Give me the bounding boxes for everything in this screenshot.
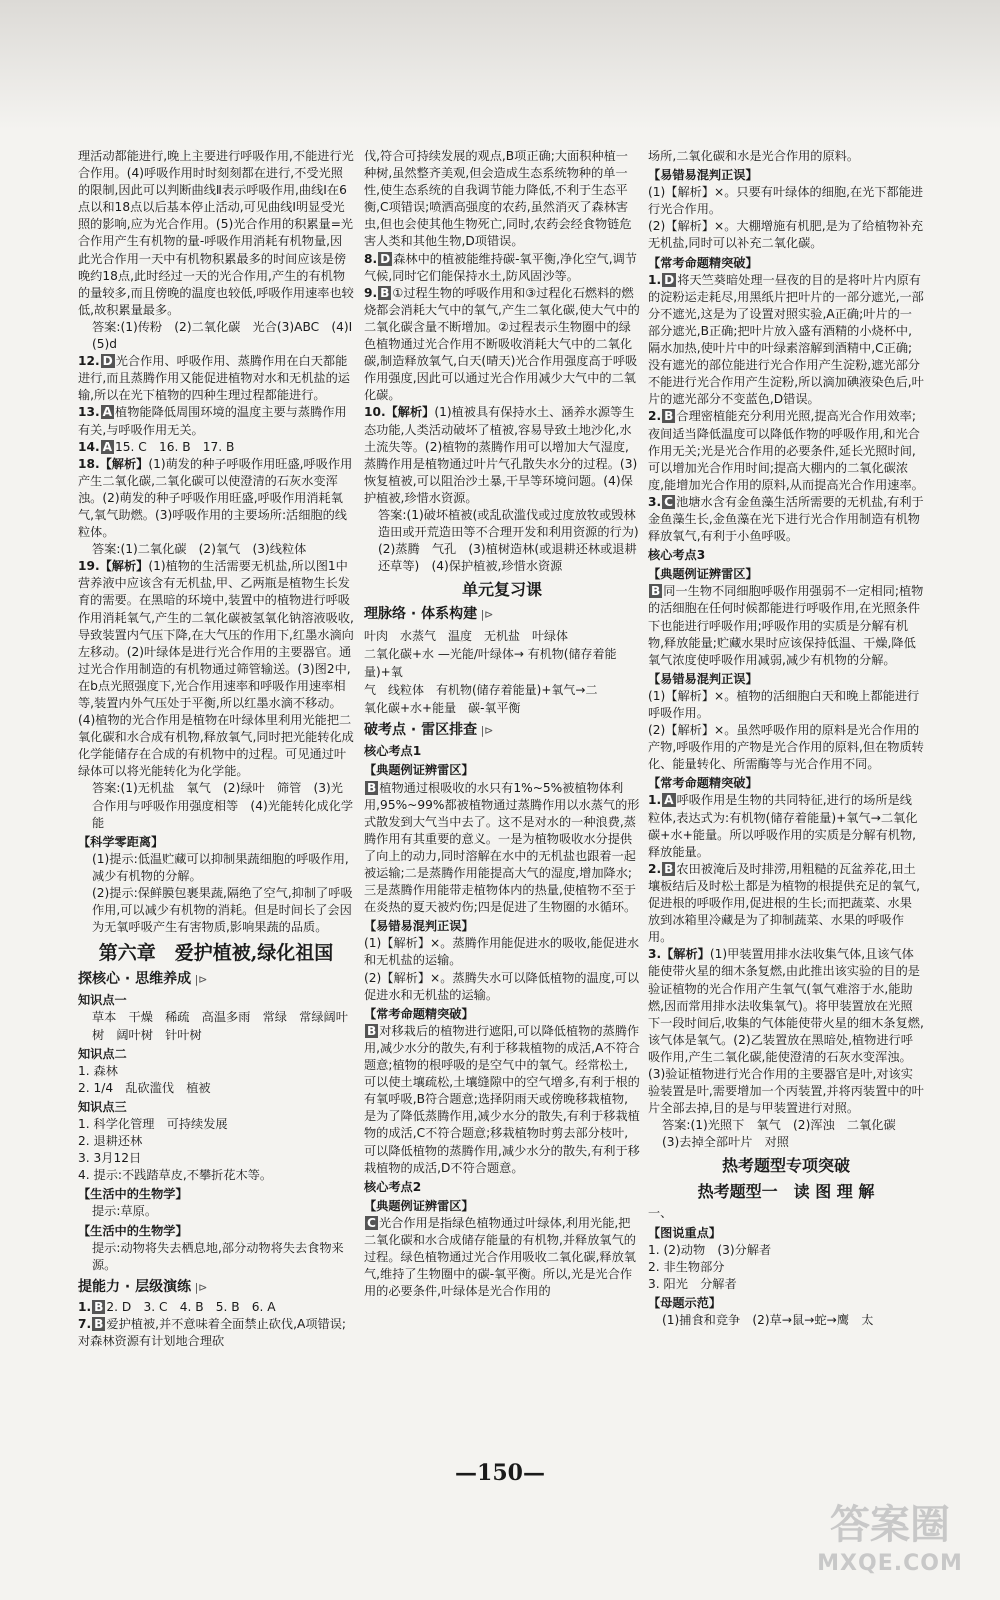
question-text: ①过程生物的呼吸作用和③过程化石燃料的燃烧都会消耗大气中的氧气,产生二氧化碳,使大气中的二氧化碳含量不断增加。②过程表示生物圈中的绿色植物通过光合作用不断吸收消耗大气中的二氧化碳,制造释放氧气,白天(晴天)光合作用强度高于呼吸作用强度,因此可以通过光合作用减少大气中的二氧化碳。 bbox=[364, 285, 640, 403]
section-arrow-icon: |⊳ bbox=[191, 973, 208, 987]
bracket-tag: 【生活中的生物学】 bbox=[78, 1223, 188, 1238]
question-item bbox=[78, 353, 354, 404]
column-middle bbox=[364, 148, 651, 1423]
question-number: 1. bbox=[648, 793, 662, 808]
question-item bbox=[648, 792, 924, 860]
question-item bbox=[364, 1215, 640, 1300]
answer-badge: B bbox=[367, 780, 377, 795]
centered-heading: 单元复习课 bbox=[461, 580, 542, 600]
centered-heading: 热考题型专项突破 bbox=[721, 1156, 850, 1176]
question-text: 将天竺葵暗处理一昼夜的目的是将叶片内原有的淀粉运走耗尽,用黑纸片把叶片的一部分遮光,一部分不遮光,这是为了设置对照实验,A正确;叶片的一部分遮光,B正确;把叶片放入盛有酒精的小烧杯中,隔水加热,使叶片中的叶绿素溶解到酒精中,C正确;没有遮光的部位能进行光合作用产生淀粉,遮光部分不能进行光合作用产生淀粉,所以滴加碘液染色后,叶片的遮光部分不变蓝色,D错误。 bbox=[648, 272, 924, 407]
diagram-line: 气 线粒体 有机物(储存着能量)+氧气→二 bbox=[364, 683, 598, 698]
answer-badge: C bbox=[367, 1215, 376, 1230]
question-item bbox=[648, 494, 924, 545]
paragraph: (1)【解析】×。只要有叶绿体的细胞,在光下都能进行光合作用。 bbox=[648, 185, 924, 217]
chapter-title: 第六章 爱护植被,绿化祖国 bbox=[98, 942, 334, 965]
bracket-tag: 【典题例证辨雷区】 bbox=[648, 567, 758, 582]
answer-badge: B bbox=[94, 1316, 104, 1331]
page-top-shadow bbox=[0, 0, 1000, 130]
answer-badge: D bbox=[102, 354, 113, 369]
paragraph: 提示:草原。 bbox=[92, 1204, 158, 1219]
bracket-tag: 【易错易混判正误】 bbox=[648, 671, 758, 686]
section-heading-text: 破考点 · 雷区排查 bbox=[364, 722, 478, 739]
answer-badge: B bbox=[664, 861, 674, 876]
diagram-line: 氧化碳+水+能量 碳-氧平衡 bbox=[364, 701, 521, 716]
question-item bbox=[364, 285, 640, 405]
question-text: 2. D 3. C 4. B 5. B 6. A bbox=[106, 1299, 276, 1314]
paragraph: 4. 提示:不践踏草皮,不攀折花木等。 bbox=[78, 1168, 273, 1183]
section-heading-text: 理脉络 · 体系构建 bbox=[364, 606, 478, 623]
section-heading-text: 提能力 · 层级演练 bbox=[78, 1278, 192, 1295]
paragraph: (1)捕食和竞争 (2)草→鼠→蛇→鹰 太 bbox=[662, 1313, 874, 1327]
answer-badge: C bbox=[664, 494, 674, 509]
question-item bbox=[78, 456, 354, 541]
diagram-line: 二氧化碳+水 —光能/叶绿体→ 有机物(储存着能量)+氧 bbox=[364, 647, 617, 680]
paragraph: 1. (2)动物 (3)分解者 bbox=[648, 1242, 772, 1257]
concept-diagram bbox=[364, 627, 640, 717]
answer-badge: B bbox=[651, 584, 661, 599]
bracket-tag: 【常考命题精突破】 bbox=[648, 255, 758, 270]
bracket-tag: 【易错易混判正误】 bbox=[364, 919, 474, 934]
question-number: 2. bbox=[648, 409, 662, 424]
centered-heading: 热考题型一 读 图 理 解 bbox=[697, 1182, 875, 1202]
paragraph: (1)【解析】×。植物的活细胞白天和晚上都能进行呼吸作用。 bbox=[648, 688, 920, 720]
paragraph: 理活动都能进行,晚上主要进行呼吸作用,不能进行光合作用。(4)呼吸作用时时刻刻都在进行,不受光照的限制,因此可以判断曲线Ⅱ表示呼吸作用,曲线Ⅰ在6点以和18点以后基本停止活动,可见曲线Ⅰ明显受光照的影响,应为光合作用。(5)光合作用的积累量=光合作用产生有机物的量-呼吸作用消耗有机物量,因此光合作用一天中有机物积累最多的时间应该是傍晚约18点,此时经过一天的光合作用,产生的有机物的量较多,而且傍晚的温度也较低,呼吸作用速率也较低,故积累量最多。 bbox=[78, 149, 354, 317]
paragraph: 一、 bbox=[648, 1206, 673, 1221]
page-number: —150— bbox=[455, 1460, 545, 1486]
watermark-line1: 答案圈 bbox=[830, 1502, 950, 1548]
subsection-label: 核心考点1 bbox=[364, 744, 422, 759]
question-number: 13. bbox=[78, 405, 100, 420]
watermark-logo bbox=[800, 1500, 980, 1590]
question-number: 1. bbox=[648, 272, 662, 287]
question-number: 1. bbox=[78, 1299, 92, 1314]
question-number: 18. bbox=[78, 456, 100, 471]
question-item bbox=[78, 439, 354, 456]
paragraph: 2. 1/4 乱砍滥伐 植被 bbox=[78, 1080, 211, 1095]
question-number: 8. bbox=[364, 251, 378, 266]
question-text: 呼吸作用是生物的共同特征,进行的场所是线粒体,表达式为:有机物(储存着能量)+氧气→二氧化碳+水+能量。所以呼吸作用的实质是分解有机物,释放能量。 bbox=[648, 793, 918, 859]
bracket-tag: 【生活中的生物学】 bbox=[78, 1187, 188, 1202]
paragraph: 答案:(1)破坏植被(或乱砍滥伐或过度放牧或毁林造田或开荒造田等不合理开发和利用资源的行为) (2)蒸腾 气孔 (3)植树造林(或退耕还林或退耕还草等) (4)保护植被,珍惜水资源 bbox=[378, 507, 651, 574]
question-text: (1)植被具有保持水土、涵养水源等生态功能,人类活动破坏了植被,容易导致土地沙化,水土流失等。(2)植物的蒸腾作用可以增加大气湿度,蒸腾作用是植物通过叶片气孔散失水分的过程。(3)恢复植被,可以阻治沙土暴,干旱等环境问题。(4)保护植被,珍惜水资源。 bbox=[364, 405, 638, 505]
question-number: 10. bbox=[364, 405, 386, 420]
question-text: 植物能降低周围环境的温度主要与蒸腾作用有关,与呼吸作用无关。 bbox=[78, 405, 347, 437]
subsection-label: 核心考点2 bbox=[364, 1179, 422, 1194]
question-text: (1)萌发的种子呼吸作用旺盛,呼吸作用产生二氧化碳,二氧化碳可以使澄清的石灰水变浑浊。(2)萌发的种子呼吸作用旺盛,呼吸作用消耗氧气,氧气助燃。(3)呼吸作用的主要场所:活细胞的线粒体。 bbox=[78, 456, 353, 540]
section-heading bbox=[364, 720, 640, 741]
column-right bbox=[648, 148, 924, 1423]
section-arrow-icon: |⊳ bbox=[191, 1280, 208, 1294]
question-item bbox=[364, 251, 640, 285]
section-arrow-icon: |⊳ bbox=[477, 608, 494, 622]
question-number: 12. bbox=[78, 354, 100, 369]
paragraph: 2. 退耕还林 bbox=[78, 1134, 143, 1149]
question-number: 9. bbox=[364, 285, 378, 300]
paragraph: 1. 科学化管理 可持续发展 bbox=[78, 1116, 228, 1131]
question-text: 光合作用是指绿色植物通过叶绿体,利用光能,把二氧化碳和水合成储存能量的有机物,并释放氧气的过程。绿色植物通过光合作用吸收二氧化碳,释放氧气,维持了生物圈中的碳-氧平衡。所以,光是光合作用的必要条件,叶绿体是光合作用的 bbox=[364, 1215, 636, 1299]
paragraph: 1. 森林 bbox=[78, 1063, 118, 1078]
paragraph: 提示:动物将失去栖息地,部分动物将失去食物来源。 bbox=[92, 1240, 344, 1272]
question-text: 池塘水含有金鱼藻生活所需要的无机盐,有利于金鱼藻生长,金鱼藻在光下进行光合作用制造有机物释放氧气,有利于小鱼呼吸。 bbox=[648, 494, 924, 544]
answer-badge: A bbox=[664, 793, 674, 808]
paragraph: (2)【解析】×。大棚增施有机肥,是为了给植物补充无机盐,同时可以补充二氧化碳。 bbox=[648, 219, 924, 251]
bracket-tag: 【典题例证辨雷区】 bbox=[364, 763, 474, 778]
paragraph: 3. 3月12日 bbox=[78, 1151, 142, 1166]
question-number: 3. bbox=[648, 947, 662, 962]
question-item bbox=[364, 1023, 640, 1177]
paragraph: 草本 干燥 稀疏 高温多雨 常绿 常绿阔叶树 阔叶树 针叶树 bbox=[92, 1010, 348, 1042]
answer-badge: B bbox=[367, 1023, 377, 1038]
bracket-tag: 【典题例证辨雷区】 bbox=[364, 1198, 474, 1213]
paragraph: 答案:(1)光照下 氧气 (2)浑浊 二氧化碳 (3)去掉全部叶片 对照 bbox=[662, 1118, 908, 1150]
bracket-tag: 【科学零距离】 bbox=[78, 834, 164, 849]
question-text: 同一生物不同细胞呼吸作用强弱不一定相同;植物的活细胞在任何时候都能进行呼吸作用,在光照条件下也能进行呼吸作用;呼吸作用的实质是分解有机物,释放能量;贮藏水果时应该保持低温、干燥,降低氧气浓度使呼吸作用减弱,减少有机物的分解。 bbox=[648, 584, 924, 667]
question-item bbox=[648, 583, 924, 668]
paragraph: 答案:(1)二氧化碳 (2)氧气 (3)线粒体 bbox=[92, 542, 307, 557]
analysis-tag: 【解析】 bbox=[99, 456, 149, 471]
section-arrow-icon: |⊳ bbox=[477, 724, 494, 738]
subsection-label: 知识点三 bbox=[78, 1099, 127, 1114]
question-item bbox=[648, 861, 924, 946]
bracket-tag: 【常考命题精突破】 bbox=[364, 1006, 474, 1021]
subsection-label: 知识点一 bbox=[78, 993, 127, 1008]
question-item bbox=[78, 558, 354, 780]
question-number: 14. bbox=[78, 439, 100, 454]
bracket-tag: 【图说重点】 bbox=[648, 1225, 722, 1240]
question-text: 植物通过根吸收的水只有1%~5%被植物体利用,95%~99%都被植物通过蒸腾作用以水蒸气的形式散发到大气当中去了。这不是对水的一种浪费,蒸腾作用有其重要的意义。一是为植物吸收水分提供了向上的动力,同时溶解在水中的无机盐也跟着一起被运输;二是蒸腾作用能提高大气的湿度,增加降水;三是蒸腾作用能带走植物体内的热量,使植物不至于在炎热的夏天被灼伤;四是促进了生物圈的水循环。 bbox=[364, 780, 640, 915]
section-heading bbox=[78, 969, 354, 990]
question-item bbox=[648, 408, 924, 493]
answer-badge: B bbox=[380, 285, 390, 300]
paragraph: 2. 非生物部分 bbox=[648, 1259, 725, 1274]
question-number: 19. bbox=[78, 559, 100, 574]
column-left bbox=[78, 148, 365, 1423]
question-item bbox=[78, 1316, 354, 1350]
paragraph: 答案:(1)无机盐 氧气 (2)绿叶 筛管 (3)光合作用与呼吸作用强度相等 (4)光能转化成化学能 bbox=[92, 781, 354, 830]
diagram-line: 叶肉 水蒸气 温度 无机盐 叶绿体 bbox=[364, 629, 569, 644]
paragraph: 答案:(1)传粉 (2)二氧化碳 光合(3)ABC (4)Ⅰ (5)d bbox=[92, 319, 365, 352]
question-item bbox=[78, 1299, 354, 1316]
paragraph: (1)提示:低温贮藏可以抑制果蔬细胞的呼吸作用,减少有机物的分解。 bbox=[92, 851, 349, 883]
question-text: 15. C 16. B 17. B bbox=[115, 439, 235, 454]
question-text: 对移栽后的植物进行遮阳,可以降低植物的蒸腾作用,减少水分的散失,有利于移栽植物的成活,A不符合题意;植物的根呼吸的是空气中的氧气。经常松土,可以使土壤疏松,土壤缝隙中的空气增多,有利于根的有氧呼吸,B符合题意;选择阴雨天或傍晚移栽植物,是为了降低蒸腾作用,减少水分的散失,有利于移栽植物的成活,C不符合题意;移栽植物时剪去部分枝叶,可以降低植物的蒸腾作用,减少水分的散失,有利于移栽植物的成活,D不符合题意。 bbox=[364, 1023, 640, 1175]
paragraph: (2)【解析】×。蒸腾失水可以降低植物的温度,可以促进水和无机盐的运输。 bbox=[364, 970, 640, 1002]
question-text: (1)甲装置用排水法收集气体,且该气体能使带火星的细木条复燃,由此推出该实验的目的是验证植物的光合作用产生氧气(氧气难溶于水,能助燃,因而常用排水法收集氧气)。将甲装置放在光照下一段时间后,收集的气体能使带火星的细木条复燃,该气体是氧气。(2)乙装置放在黑暗处,植物进行呼吸作用,产生二氧化碳,能使澄清的石灰水变浑浊。(3)验证植物进行光合作用的主要器官是叶,对该实验装置是叶,需要增加一个丙装置,并将丙装置中的叶片全部去掉,目的是与甲装置进行对照。 bbox=[648, 947, 924, 1116]
question-text: 合理密植能充分利用光照,提高光合作用效率;夜间适当降低温度可以降低作物的呼吸作用,和光合作用无关;光是光合作用的必要条件,延长光照时间,可以增加光合作用时间;提高大棚内的二氧化碳浓度,能增加光合作用的原料,从而提高光合作用速率。 bbox=[648, 409, 924, 492]
section-heading bbox=[78, 1277, 354, 1298]
answer-badge: D bbox=[380, 251, 391, 266]
question-item bbox=[364, 404, 640, 507]
section-heading bbox=[364, 604, 640, 625]
paragraph: (1)【解析】×。蒸腾作用能促进水的吸收,能促进水和无机盐的运输。 bbox=[364, 936, 640, 968]
question-text: 森林中的植被能维持碳-氧平衡,净化空气,调节气候,同时它们能保持水土,防风固沙等。 bbox=[364, 251, 637, 283]
answer-badge: B bbox=[94, 1299, 104, 1314]
answer-badge: D bbox=[664, 272, 675, 287]
answer-badge: A bbox=[102, 405, 113, 420]
bracket-tag: 【母题示范】 bbox=[648, 1295, 722, 1310]
question-text: 爱护植被,并不意味着全面禁止砍伐,A项错误;对森林资源有计划地合理砍 bbox=[78, 1316, 346, 1348]
subsection-label: 知识点二 bbox=[78, 1046, 127, 1061]
paragraph: (2)提示:保鲜膜包裹果蔬,隔绝了空气,抑制了呼吸作用,可以减少有机物的消耗。但是时间长了会因为无氧呼吸产生有害物质,影响果蔬的品质。 bbox=[92, 886, 353, 935]
question-number: 3. bbox=[648, 494, 662, 509]
question-number: 7. bbox=[78, 1316, 92, 1331]
answer-badge: B bbox=[664, 409, 674, 424]
question-text: 农田被淹后及时排涝,用粗糙的瓦盆养花,田土壤板结后及时松土都是为植物的根提供充足的氧气,促进根的呼吸作用,促进根的生长;而把蔬菜、水果放到冰箱里冷藏是为了抑制蔬菜、水果的呼吸作用。 bbox=[648, 861, 920, 945]
question-item bbox=[364, 780, 640, 917]
paragraph: (2)【解析】×。虽然呼吸作用的原料是光合作用的产物,呼吸作用的产物是光合作用的原料,但在物质转化、能量转化、所需酶等与光合作用不同。 bbox=[648, 723, 924, 772]
paragraph: 3. 阳光 分解者 bbox=[648, 1276, 737, 1291]
question-text: (1)植物的生活需要无机盐,所以图1中营养液中应该含有无机盐,甲、乙两瓶是植物生长发育的需要。在黑暗的环境中,装置中的植物进行呼吸作用消耗氧气,产生的二氧化碳被氢氧化钠溶液吸收,导致装置内气压下降,在大气压的作用下,红墨水滴向左移动。(2)叶绿体是进行光合作用的主要器官。通过光合作用制造的有机物通过筛管输送。(3)图2中,在b点光照强度下,光合作用速率和呼吸作用速率相等,装置内外气压处于平衡,所以红墨水滴不移动。(4)植物的光合作用是植物在叶绿体里利用光能把二氧化碳和水合成有机物,释放氧气,同时把光能转化成化学能储存在合成的有机物中的过程。可见通过叶绿体可以将光能转化为化学能。 bbox=[78, 559, 354, 779]
analysis-tag: 【解析】 bbox=[99, 559, 149, 574]
analysis-tag: 【解析】 bbox=[385, 405, 435, 420]
question-item bbox=[78, 404, 354, 438]
paragraph: 场所,二氧化碳和水是光合作用的原料。 bbox=[648, 149, 860, 163]
bracket-tag: 【易错易混判正误】 bbox=[648, 168, 758, 183]
paragraph: 伐,符合可持续发展的观点,B项正确;大面积种植一种树,虽然整齐美观,但会造成生态系统物种的单一性,使生态系统的自我调节能力降低,不利于生态平衡,C项错误;喷洒高强度的农药,虽然消灭了森林害虫,但也会使其他生物死亡,同时,农药会经食物链危害人类和其他生物,D项错误。 bbox=[364, 149, 632, 249]
answer-badge: A bbox=[102, 439, 113, 454]
question-text: 光合作用、呼吸作用、蒸腾作用在白天都能进行,而且蒸腾作用又能促进植物对水和无机盐的运输,所以在光下植物的四种生理过程都能进行。 bbox=[78, 354, 350, 403]
question-number: 2. bbox=[648, 861, 662, 876]
bracket-tag: 【常考命题精突破】 bbox=[648, 776, 758, 791]
analysis-tag: 【解析】 bbox=[661, 947, 710, 962]
section-heading-text: 探核心 · 思维养成 bbox=[78, 971, 192, 988]
watermark-line2: MXQE.COM bbox=[817, 1551, 963, 1576]
question-item bbox=[648, 272, 924, 409]
subsection-label: 核心考点3 bbox=[648, 548, 706, 563]
question-item bbox=[648, 946, 924, 1117]
